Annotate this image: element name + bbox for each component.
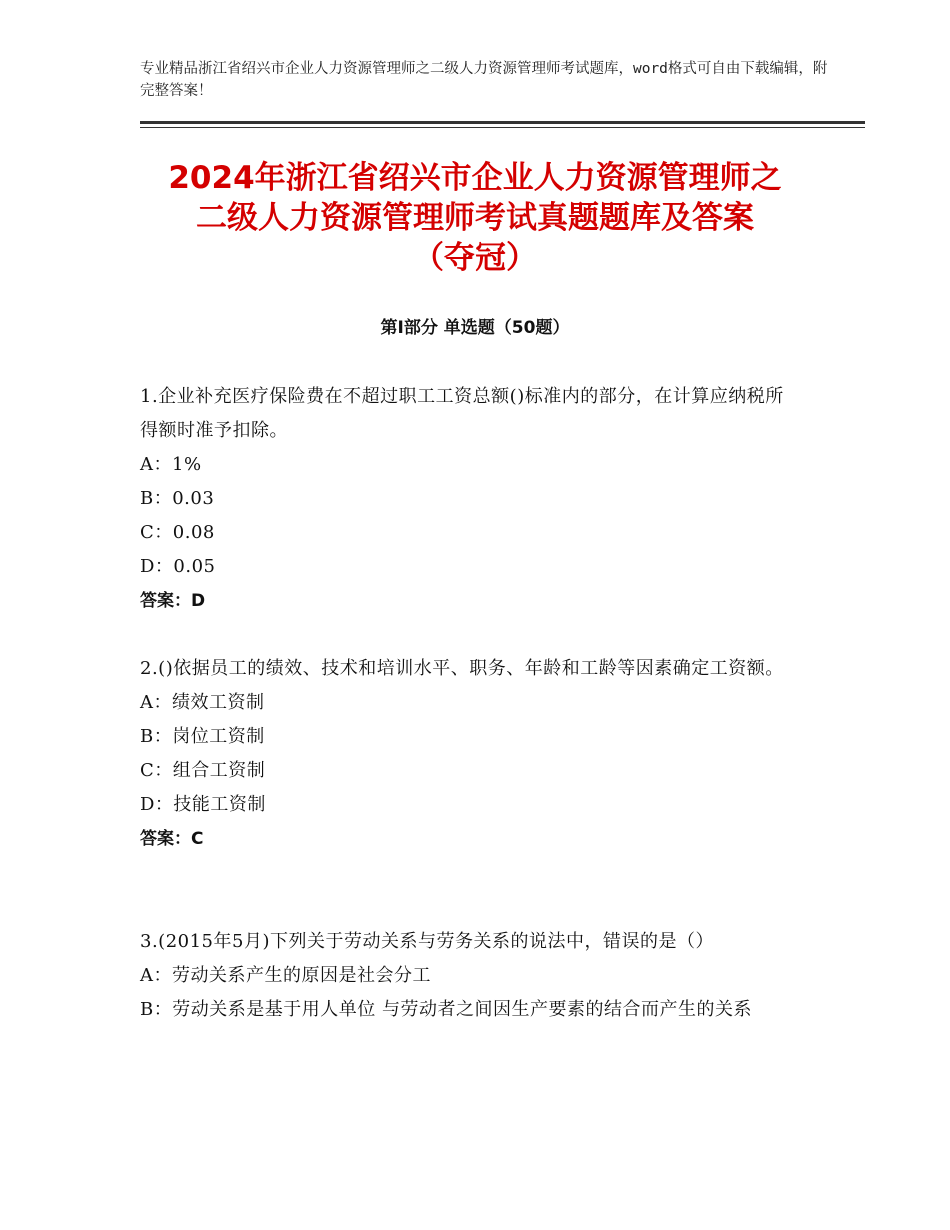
option-a: A：绩效工资制 <box>140 692 265 713</box>
option-a: A：1% <box>140 454 202 475</box>
header-rule-thick <box>140 121 865 124</box>
question-1 <box>140 380 800 618</box>
option-c: C：0.08 <box>140 522 215 543</box>
question-3 <box>140 925 800 1027</box>
header-rule-thin <box>140 127 865 128</box>
question-2 <box>140 652 800 856</box>
title-line-2: 二级人力资源管理师考试真题题库及答案 <box>196 200 754 236</box>
option-c: C：组合工资制 <box>140 760 266 781</box>
header-note: 专业精品浙江省绍兴市企业人力资源管理师之二级人力资源管理师考试题库，word格式可自由下载编辑，附完整答案！ <box>140 61 828 99</box>
section-title: 第Ⅰ部分 单选题（50题） <box>380 318 570 338</box>
title-line-3: （夺冠） <box>413 240 537 276</box>
question-stem: 1.企业补充医疗保险费在不超过职工工资总额()标准内的部分，在计算应纳税所得额时准予扣除。 <box>140 386 784 441</box>
answer: 答案：D <box>140 591 206 611</box>
option-a: A：劳动关系产生的原因是社会分工 <box>140 965 431 986</box>
option-b: B：岗位工资制 <box>140 726 265 747</box>
title-line-1: 2024年浙江省绍兴市企业人力资源管理师之 <box>168 160 782 196</box>
option-b: B：0.03 <box>140 488 215 509</box>
answer: 答案：C <box>140 829 204 849</box>
question-stem: 3.(2015年5月)下列关于劳动关系与劳务关系的说法中，错误的是（） <box>140 931 714 952</box>
document-title <box>110 158 840 278</box>
option-d: D：技能工资制 <box>140 794 266 815</box>
option-d: D：0.05 <box>140 556 216 577</box>
option-b: B：劳动关系是基于用人单位 与劳动者之间因生产要素的结合而产生的关系 <box>140 999 752 1020</box>
question-stem: 2.()依据员工的绩效、技术和培训水平、职务、年龄和工龄等因素确定工资额。 <box>140 658 784 679</box>
